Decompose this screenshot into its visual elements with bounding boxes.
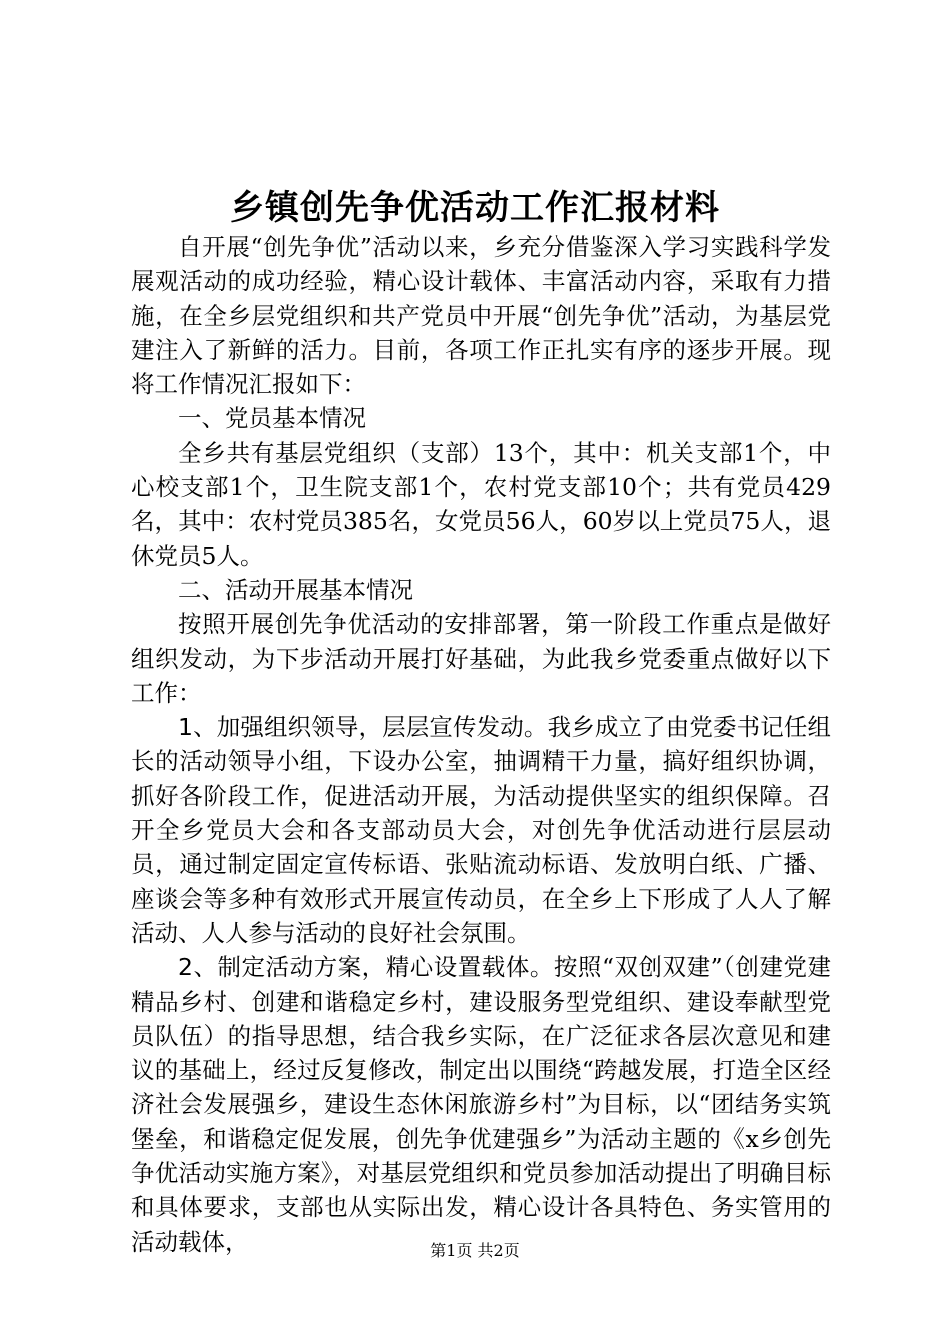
section1-heading: 一、党员基本情况 <box>178 404 366 433</box>
item2-paragraph <box>131 950 831 1259</box>
item1-lead: 1、加强组织领导，层层宣传发动。 <box>178 713 548 742</box>
item2-lead: 2、制定活动方案，精心设置载体。 <box>178 953 554 982</box>
item1-text: 我乡成立了由党委书记任组长的活动领导小组，下设办公室，抽调精干力量，搞好组织协调，抓好各阶段工作，促进活动开展，为活动提供坚实的组织保障。召开全乡党员大会和各支部动员大会，对创先争优活动进行层层动员，通过制定固定宣传标语、张贴流动标语、发放明白纸、广播、座谈会等多种有效形式开展宣传动员，在全乡上下形成了人人了解活动、人人参与活动的良好社会氛围。 <box>131 713 832 947</box>
page-footer: 第1页 共2页 <box>430 1241 520 1260</box>
section2-paragraph: 按照开展创先争优活动的安排部署，第一阶段工作重点是做好组织发动，为下步活动开展打好基础，为此我乡党委重点做好以下工作： <box>131 610 831 707</box>
section2-heading: 二、活动开展基本情况 <box>178 575 413 604</box>
section1-paragraph: 全乡共有基层党组织（支部）13个，其中：机关支部1个，中心校支部1个，卫生院支部1个，农村党支部10个；共有党员429名，其中：农村党员385名，女党员56人，60岁以上党员75人，退休党员5人。 <box>131 438 831 570</box>
document-body <box>131 230 831 1259</box>
document-title: 乡镇创先争优活动工作汇报材料 <box>230 188 720 228</box>
intro-paragraph: 自开展“创先争优”活动以来，乡充分借鉴深入学习实践科学发展观活动的成功经验，精心设计载体、丰富活动内容，采取有力措施，在全乡层党组织和共产党员中开展“创先争优”活动，为基层党建注入了新鲜的活力。目前，各项工作正扎实有序的逐步开展。现将工作情况汇报如下： <box>131 233 831 399</box>
item2-text: 按照“双创双建”（创建党建精品乡村、创建和谐稳定乡村，建设服务型党组织、建设奉献型党员队伍）的指导思想，结合我乡实际，在广泛征求各层次意见和建议的基础上，经过反复修改，制定出以围绕“跨越发展，打造全区经济社会发展强乡，建设生态休闲旅游乡村”为目标，以“团结务实筑堡垒，和谐稳定促发展，创先争优建强乡”为活动主题的《x乡创先争优活动实施方案》，对基层党组织和党员参加活动提出了明确目标和具体要求，支部也从实际出发，精心设计各具特色、务实管用的活动载体， <box>131 953 831 1256</box>
item1-paragraph <box>131 710 831 950</box>
